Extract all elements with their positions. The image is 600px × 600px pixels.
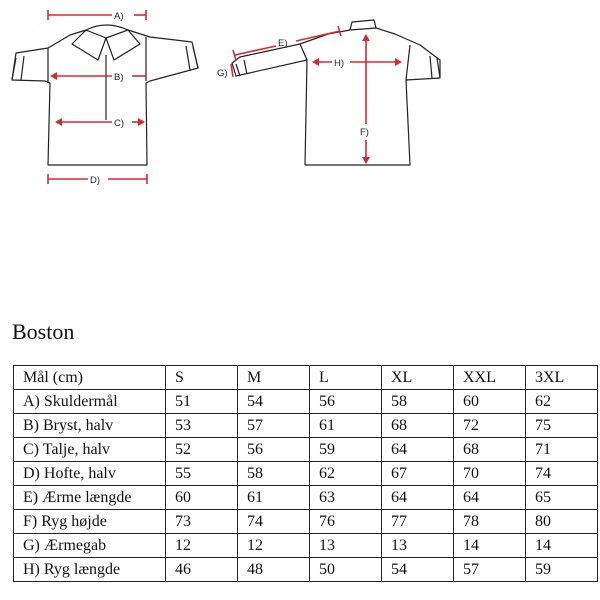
table-header-cell: 3XL [526, 366, 598, 390]
table-row [14, 414, 598, 438]
size-value-cell: 59 [526, 558, 598, 582]
size-value-cell: 12 [238, 534, 310, 558]
table-header-cell: XL [382, 366, 454, 390]
size-value-cell: 72 [454, 414, 526, 438]
size-value-cell: 60 [454, 390, 526, 414]
size-value-cell: 61 [238, 486, 310, 510]
size-value-cell: 54 [238, 390, 310, 414]
size-value-cell: 56 [238, 438, 310, 462]
table-row [14, 462, 598, 486]
size-value-cell: 64 [454, 486, 526, 510]
size-value-cell: 46 [166, 558, 238, 582]
size-value-cell: 13 [382, 534, 454, 558]
table-row [14, 486, 598, 510]
label-b: B) [114, 72, 124, 83]
size-value-cell: 64 [382, 438, 454, 462]
measurement-label-cell: A) Skuldermål [14, 390, 166, 414]
label-e: E) [278, 38, 288, 49]
measurement-label-cell: E) Ærme længde [14, 486, 166, 510]
size-value-cell: 51 [166, 390, 238, 414]
size-value-cell: 76 [310, 510, 382, 534]
size-value-cell: 59 [310, 438, 382, 462]
size-value-cell: 74 [238, 510, 310, 534]
size-value-cell: 65 [526, 486, 598, 510]
size-value-cell: 57 [238, 414, 310, 438]
size-value-cell: 60 [166, 486, 238, 510]
size-value-cell: 57 [454, 558, 526, 582]
measurement-label-cell: C) Talje, halv [14, 438, 166, 462]
size-value-cell: 56 [310, 390, 382, 414]
size-value-cell: 78 [454, 510, 526, 534]
size-value-cell: 73 [166, 510, 238, 534]
back-shirt-illustration [232, 20, 440, 165]
size-chart-body [14, 366, 598, 582]
size-value-cell: 67 [382, 462, 454, 486]
size-value-cell: 70 [454, 462, 526, 486]
size-value-cell: 62 [526, 390, 598, 414]
table-header-cell: L [310, 366, 382, 390]
label-a: A) [114, 11, 124, 22]
size-value-cell: 54 [382, 558, 454, 582]
measurement-label-cell: H) Ryg længde [14, 558, 166, 582]
table-row [14, 510, 598, 534]
size-value-cell: 68 [382, 414, 454, 438]
size-value-cell: 75 [526, 414, 598, 438]
label-f: F) [360, 127, 369, 138]
label-h: H) [334, 58, 345, 69]
measurement-label-cell: F) Ryg højde [14, 510, 166, 534]
size-value-cell: 50 [310, 558, 382, 582]
table-header-cell: XXL [454, 366, 526, 390]
label-d: D) [90, 175, 101, 186]
measurement-label-cell: D) Hofte, halv [14, 462, 166, 486]
label-g: G) [217, 68, 228, 79]
size-value-cell: 63 [310, 486, 382, 510]
size-chart-table [13, 365, 598, 582]
table-header-cell: S [166, 366, 238, 390]
table-row [14, 390, 598, 414]
size-value-cell: 77 [382, 510, 454, 534]
page-title: Boston [12, 319, 75, 344]
measurement-label-cell: G) Ærmegab [14, 534, 166, 558]
size-value-cell: 53 [166, 414, 238, 438]
measurement-label-cell: B) Bryst, halv [14, 414, 166, 438]
table-header-cell: M [238, 366, 310, 390]
table-row [14, 558, 598, 582]
size-value-cell: 80 [526, 510, 598, 534]
front-shirt-illustration [12, 25, 198, 165]
size-value-cell: 13 [310, 534, 382, 558]
size-value-cell: 12 [166, 534, 238, 558]
size-value-cell: 48 [238, 558, 310, 582]
table-row [14, 534, 598, 558]
size-value-cell: 58 [238, 462, 310, 486]
size-value-cell: 55 [166, 462, 238, 486]
table-row [14, 438, 598, 462]
label-c: C) [114, 118, 125, 129]
size-value-cell: 58 [382, 390, 454, 414]
size-value-cell: 14 [526, 534, 598, 558]
table-header-row [14, 366, 598, 390]
size-value-cell: 71 [526, 438, 598, 462]
size-value-cell: 68 [454, 438, 526, 462]
size-value-cell: 14 [454, 534, 526, 558]
size-value-cell: 74 [526, 462, 598, 486]
size-value-cell: 61 [310, 414, 382, 438]
table-header-cell: Mål (cm) [14, 366, 166, 390]
size-value-cell: 52 [166, 438, 238, 462]
size-value-cell: 62 [310, 462, 382, 486]
size-value-cell: 64 [382, 486, 454, 510]
